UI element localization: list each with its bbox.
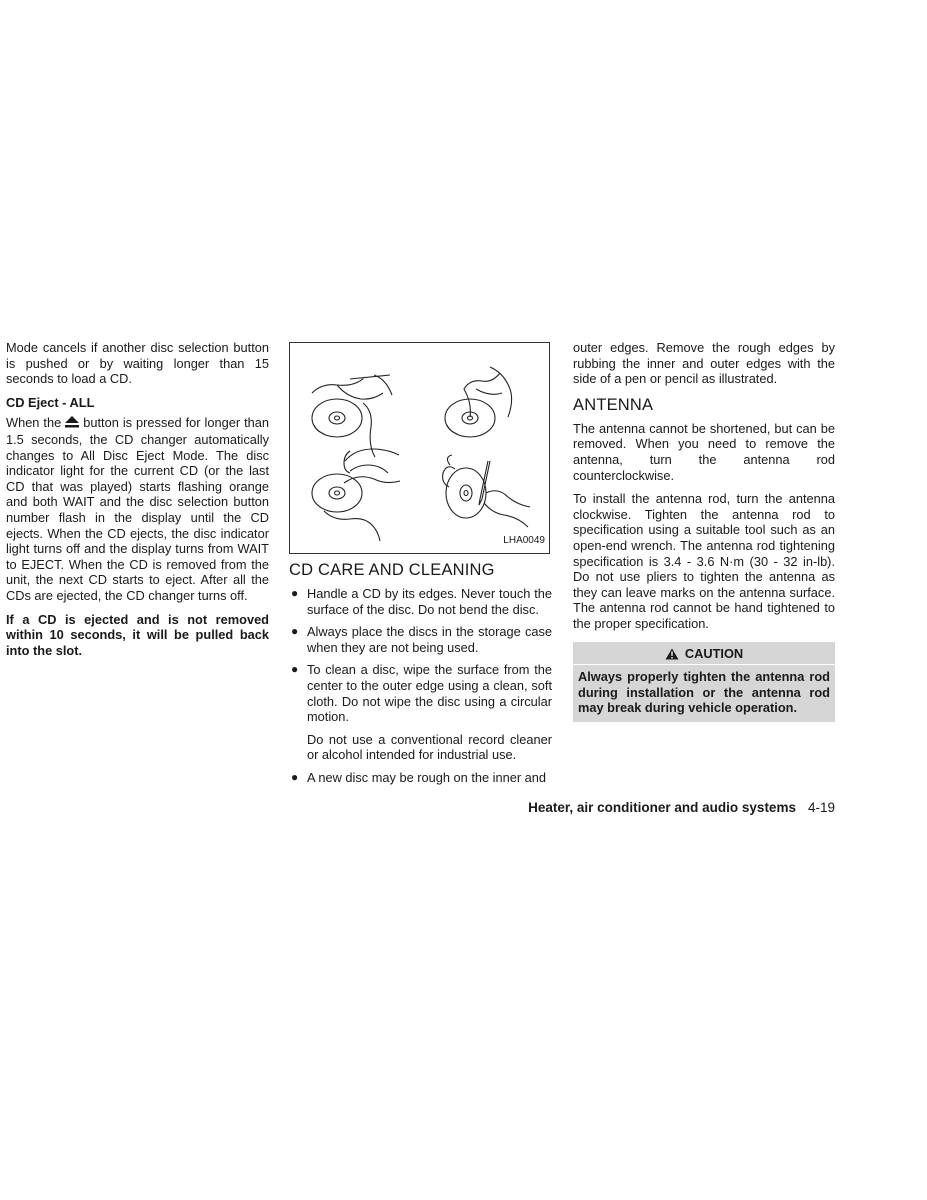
- cd-care-list: [289, 586, 552, 786]
- caution-box: [573, 642, 835, 722]
- rough-edges-paragraph: outer edges. Remove the rough edges by rubbing the inner and outer edges with the side of a pen or pencil as illustrated.: [573, 340, 835, 387]
- bullet-glyph: ●: [291, 586, 299, 600]
- pulled-back-warning: If a CD is ejected and is not removed within 10 seconds, it will be pulled back into the slot.: [6, 611, 269, 658]
- page-footer: [480, 800, 835, 815]
- antenna-removal-paragraph: The antenna cannot be shortened, but can be removed. When you need to remove the antenna, turn the antenna rod counterclockwise.: [573, 420, 835, 483]
- caution-text: Always properly tighten the antenna rod during installation or the antenna rod may break during vehicle operation.: [578, 669, 830, 716]
- eject-icon: [65, 416, 79, 432]
- left-column: [6, 340, 269, 666]
- footer-section-title: Heater, air conditioner and audio systems: [528, 800, 796, 815]
- page-number: 4-19: [807, 800, 835, 815]
- list-item: [289, 624, 552, 655]
- cd-handling-illustration: [289, 342, 550, 554]
- cd-handling-drawing: [290, 343, 551, 555]
- bullet-glyph: ●: [291, 769, 299, 784]
- bullet-text: Always place the discs in the storage case when they are not being used.: [307, 624, 552, 655]
- bullet-text: To clean a disc, wipe the surface from the center to the outer edge using a clean, soft cloth. Do not wipe the disc using a circular motion.: [307, 662, 552, 725]
- antenna-heading: ANTENNA: [573, 395, 654, 414]
- right-column: [573, 340, 835, 722]
- middle-column: [289, 342, 552, 793]
- antenna-install-paragraph: To install the antenna rod, turn the antenna clockwise. Tighten the antenna rod to specification using a suitable tool such as an open-end wrench. The antenna rod tightening specification is 3.4 - 3.6 N·m (30 - 32 in-lb). Do not use pliers to tighten the antenna as they can leave marks on the antenna surface. The antenna rod cannot be hand tightened to the proper specification.: [573, 491, 835, 631]
- bullet-glyph: ●: [291, 662, 299, 677]
- warning-icon: [665, 648, 679, 660]
- cd-eject-all-heading: CD Eject - ALL: [6, 394, 95, 410]
- list-item: [289, 586, 552, 617]
- list-item: [289, 770, 552, 786]
- bullet-text: Handle a CD by its edges. Never touch the surface of the disc. Do not bend the disc.: [307, 586, 552, 617]
- record-cleaner-note: Do not use a conventional record cleaner or alcohol intended for industrial use.: [307, 731, 552, 763]
- caution-title: CAUTION: [684, 645, 744, 661]
- list-item: [289, 662, 552, 763]
- eject-text-after: button is pressed for longer than 1.5 seconds, the CD changer automatically changes to All Disc Eject Mode. The disc indicator light for the current CD (or the last CD that was played) starts flashing orange and both WAIT and the disc selection button number flash in the display until the CD ejects. When the CD ejects, the disc indicator light turns off and the display turns from WAIT to EJECT. When the CD is removed from the unit, the next CD starts to eject. After all the CDs are ejected, the CD changer turns off.: [6, 415, 269, 603]
- mode-cancel-paragraph: Mode cancels if another disc selection button is pushed or by waiting longer than 15 seconds to load a CD.: [6, 340, 269, 387]
- bullet-text: A new disc may be rough on the inner and: [307, 769, 547, 785]
- eject-button-paragraph: [6, 415, 269, 603]
- eject-text-before: When the: [6, 415, 62, 431]
- figure-label: LHA0049: [503, 535, 545, 547]
- caution-header: [573, 644, 835, 666]
- bullet-glyph: ●: [291, 624, 299, 639]
- cd-care-heading: CD CARE AND CLEANING: [289, 561, 495, 579]
